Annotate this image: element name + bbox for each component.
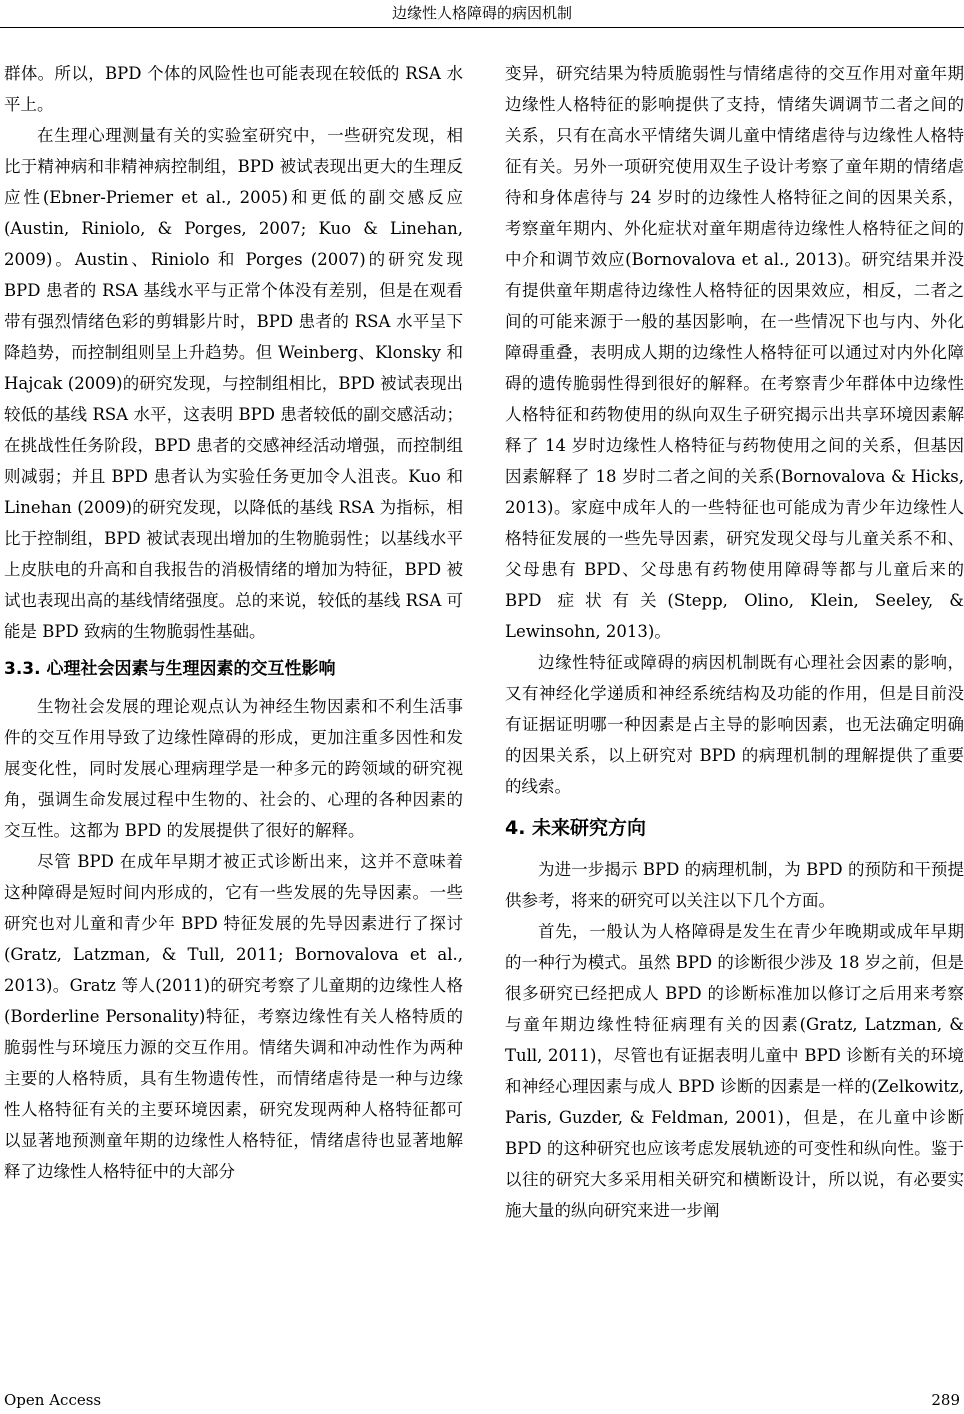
paragraph-precursor-factors: 尽管 BPD 在成年早期才被正式诊断出来，这并不意味着这种障碍是短时间内形成的，它有一些发展的先导因素。一些研究也对儿童和青少年 BPD 特征发展的先导因素进行了探讨(Gratz, Latzman, & Tull, 2011; Bornovalova et al., 2013)。Gratz 等人(2011)的研究考察了儿童期的边缘性人格(Borderline Personality)特征，考察边缘性有关人格特质的脆弱性与环境压力源的交互作用。情绪失调和冲动性作为两种主要的人格特质，具有生物遗传性，而情绪虐待是一种与边缘性人格特征有关的主要环境因素，研究发现两种人格特征都可以显著地预测童年期的边缘性人格特征，情绪虐待也显著地解释了边缘性人格特征中的大部分 bbox=[4, 852, 463, 1181]
footer-journal: Open Access bbox=[4, 1391, 102, 1409]
paragraph-physiological-lab-studies: 在生理心理测量有关的实验室研究中，一些研究发现，相比于精神病和非精神病控制组，BPD 被试表现出更大的生理反应性(Ebner-Priemer et al., 2005)和更低的副交感反应(Austin, Riniolo, & Porges, 2007; Kuo & Linehan, 2009)。Austin、Riniolo 和 Porges (2007)的研究发现 BPD 患者的 RSA 基线水平与正常个体没有差别，但是在观看带有强烈情绪色彩的剪辑影片时，BPD 患者的 RSA 水平呈下降趋势，而控制组则呈上升趋势。但 Weinberg、Klonsky 和 Hajcak (2009)的研究发现，与控制组相比，BPD 被试表现出较低的基线 RSA 水平，这表明 BPD 患者较低的副交感活动；在挑战性任务阶段，BPD 患者的交感神经活动增强，而控制组则减弱；并且 BPD 患者认为实验任务更加令人沮丧。Kuo 和 Linehan (2009)的研究发现，以降低的基线 RSA 为指标，相比于控制组，BPD 被试表现出增加的生物脆弱性；以基线水平上皮肤电的升高和自我报告的消极情绪的增加为特征，BPD 被试也表现出高的基线情绪强度。总的来说，较低的基线 RSA 可能是 BPD 致病的生物脆弱性基础。 bbox=[4, 126, 463, 641]
left-column bbox=[4, 58, 463, 1187]
paragraph-future-intro: 为进一步揭示 BPD 的病理机制，为 BPD 的预防和干预提供参考，将来的研究可以关注以下几个方面。 bbox=[505, 860, 964, 910]
running-header: 边缘性人格障碍的病因机制 bbox=[391, 4, 572, 22]
section-heading-3-3: 3.3. 心理社会因素与生理因素的交互性影响 bbox=[4, 659, 336, 679]
paragraph-continuation: 群体。所以，BPD 个体的风险性也可能表现在较低的 RSA 水平上。 bbox=[4, 64, 463, 114]
paragraph-summary: 边缘性特征或障碍的病因机制既有心理社会因素的影响，又有神经化学递质和神经系统结构及功能的作用，但是目前没有证据证明哪一种因素是占主导的影响因素，也无法确定明确的因果关系，以上研究对 BPD 的病理机制的理解提供了重要的线索。 bbox=[505, 653, 964, 796]
page-number: 289 bbox=[931, 1391, 960, 1409]
paragraph-future-first: 首先，一般认为人格障碍是发生在青少年晚期或成年早期的一种行为模式。虽然 BPD 的诊断很少涉及 18 岁之前，但是很多研究已经把成人 BPD 的诊断标准加以修订之后用来考察与童年期边缘性特征病理有关的因素(Gratz, Latzman, & Tull, 2011)，尽管也有证据表明儿童中 BPD 诊断有关的环境和神经心理因素与成人 BPD 诊断的因素是一样的(Zelkowitz, Paris, Guzder, & Feldman, 2001)，但是，在儿童中诊断 BPD 的这种研究也应该考虑发展轨迹的可变性和纵向性。鉴于以往的研究大多采用相关研究和横断设计，所以说，有必要实施大量的纵向研究来进一步阐 bbox=[505, 922, 964, 1220]
right-column bbox=[505, 58, 964, 1226]
paragraph-twin-studies: 变异，研究结果为特质脆弱性与情绪虐待的交互作用对童年期边缘性人格特征的影响提供了支持，情绪失调调节二者之间的关系，只有在高水平情绪失调儿童中情绪虐待与边缘性人格特征有关。另外一项研究使用双生子设计考察了童年期的情绪虐待和身体虐待与 24 岁时的边缘性人格特征之间的因果关系，考察童年期内、外化症状对童年期虐待边缘性人格特征之间的中介和调节效应(Bornovalova et al., 2013)。研究结果并没有提供童年期虐待边缘性人格特征的因果效应，相反，二者之间的可能来源于一般的基因影响，在一些情况下也与内、外化障碍重叠，表明成人期的边缘性人格特征可以通过对内外化障碍的遗传脆弱性得到很好的解释。在考察青少年群体中边缘性人格特征和药物使用的纵向双生子研究揭示出共享环境因素解释了 14 岁时边缘性人格特征与药物使用之间的关系，但基因因素解释了 18 岁时二者之间的关系(Bornovalova & Hicks, 2013)。家庭中成年人的一些特征也可能成为青少年边缘性人格特征发展的一些先导因素，研究发现父母与儿童关系不和、父母患有 BPD、父母患有药物使用障碍等都与儿童后来的 BPD 症状有关(Stepp, Olino, Klein, Seeley, & Lewinsohn, 2013)。 bbox=[505, 64, 964, 641]
section-heading-4: 4. 未来研究方向 bbox=[505, 817, 647, 839]
paragraph-biosocial-theory: 生物社会发展的理论观点认为神经生物因素和不利生活事件的交互作用导致了边缘性障碍的形成，更加注重多因性和发展变化性，同时发展心理病理学是一种多元的跨领域的研究视角，强调生命发展过程中生物的、社会的、心理的各种因素的交互性。这都为 BPD 的发展提供了很好的解释。 bbox=[4, 697, 463, 840]
header-rule bbox=[0, 27, 964, 28]
